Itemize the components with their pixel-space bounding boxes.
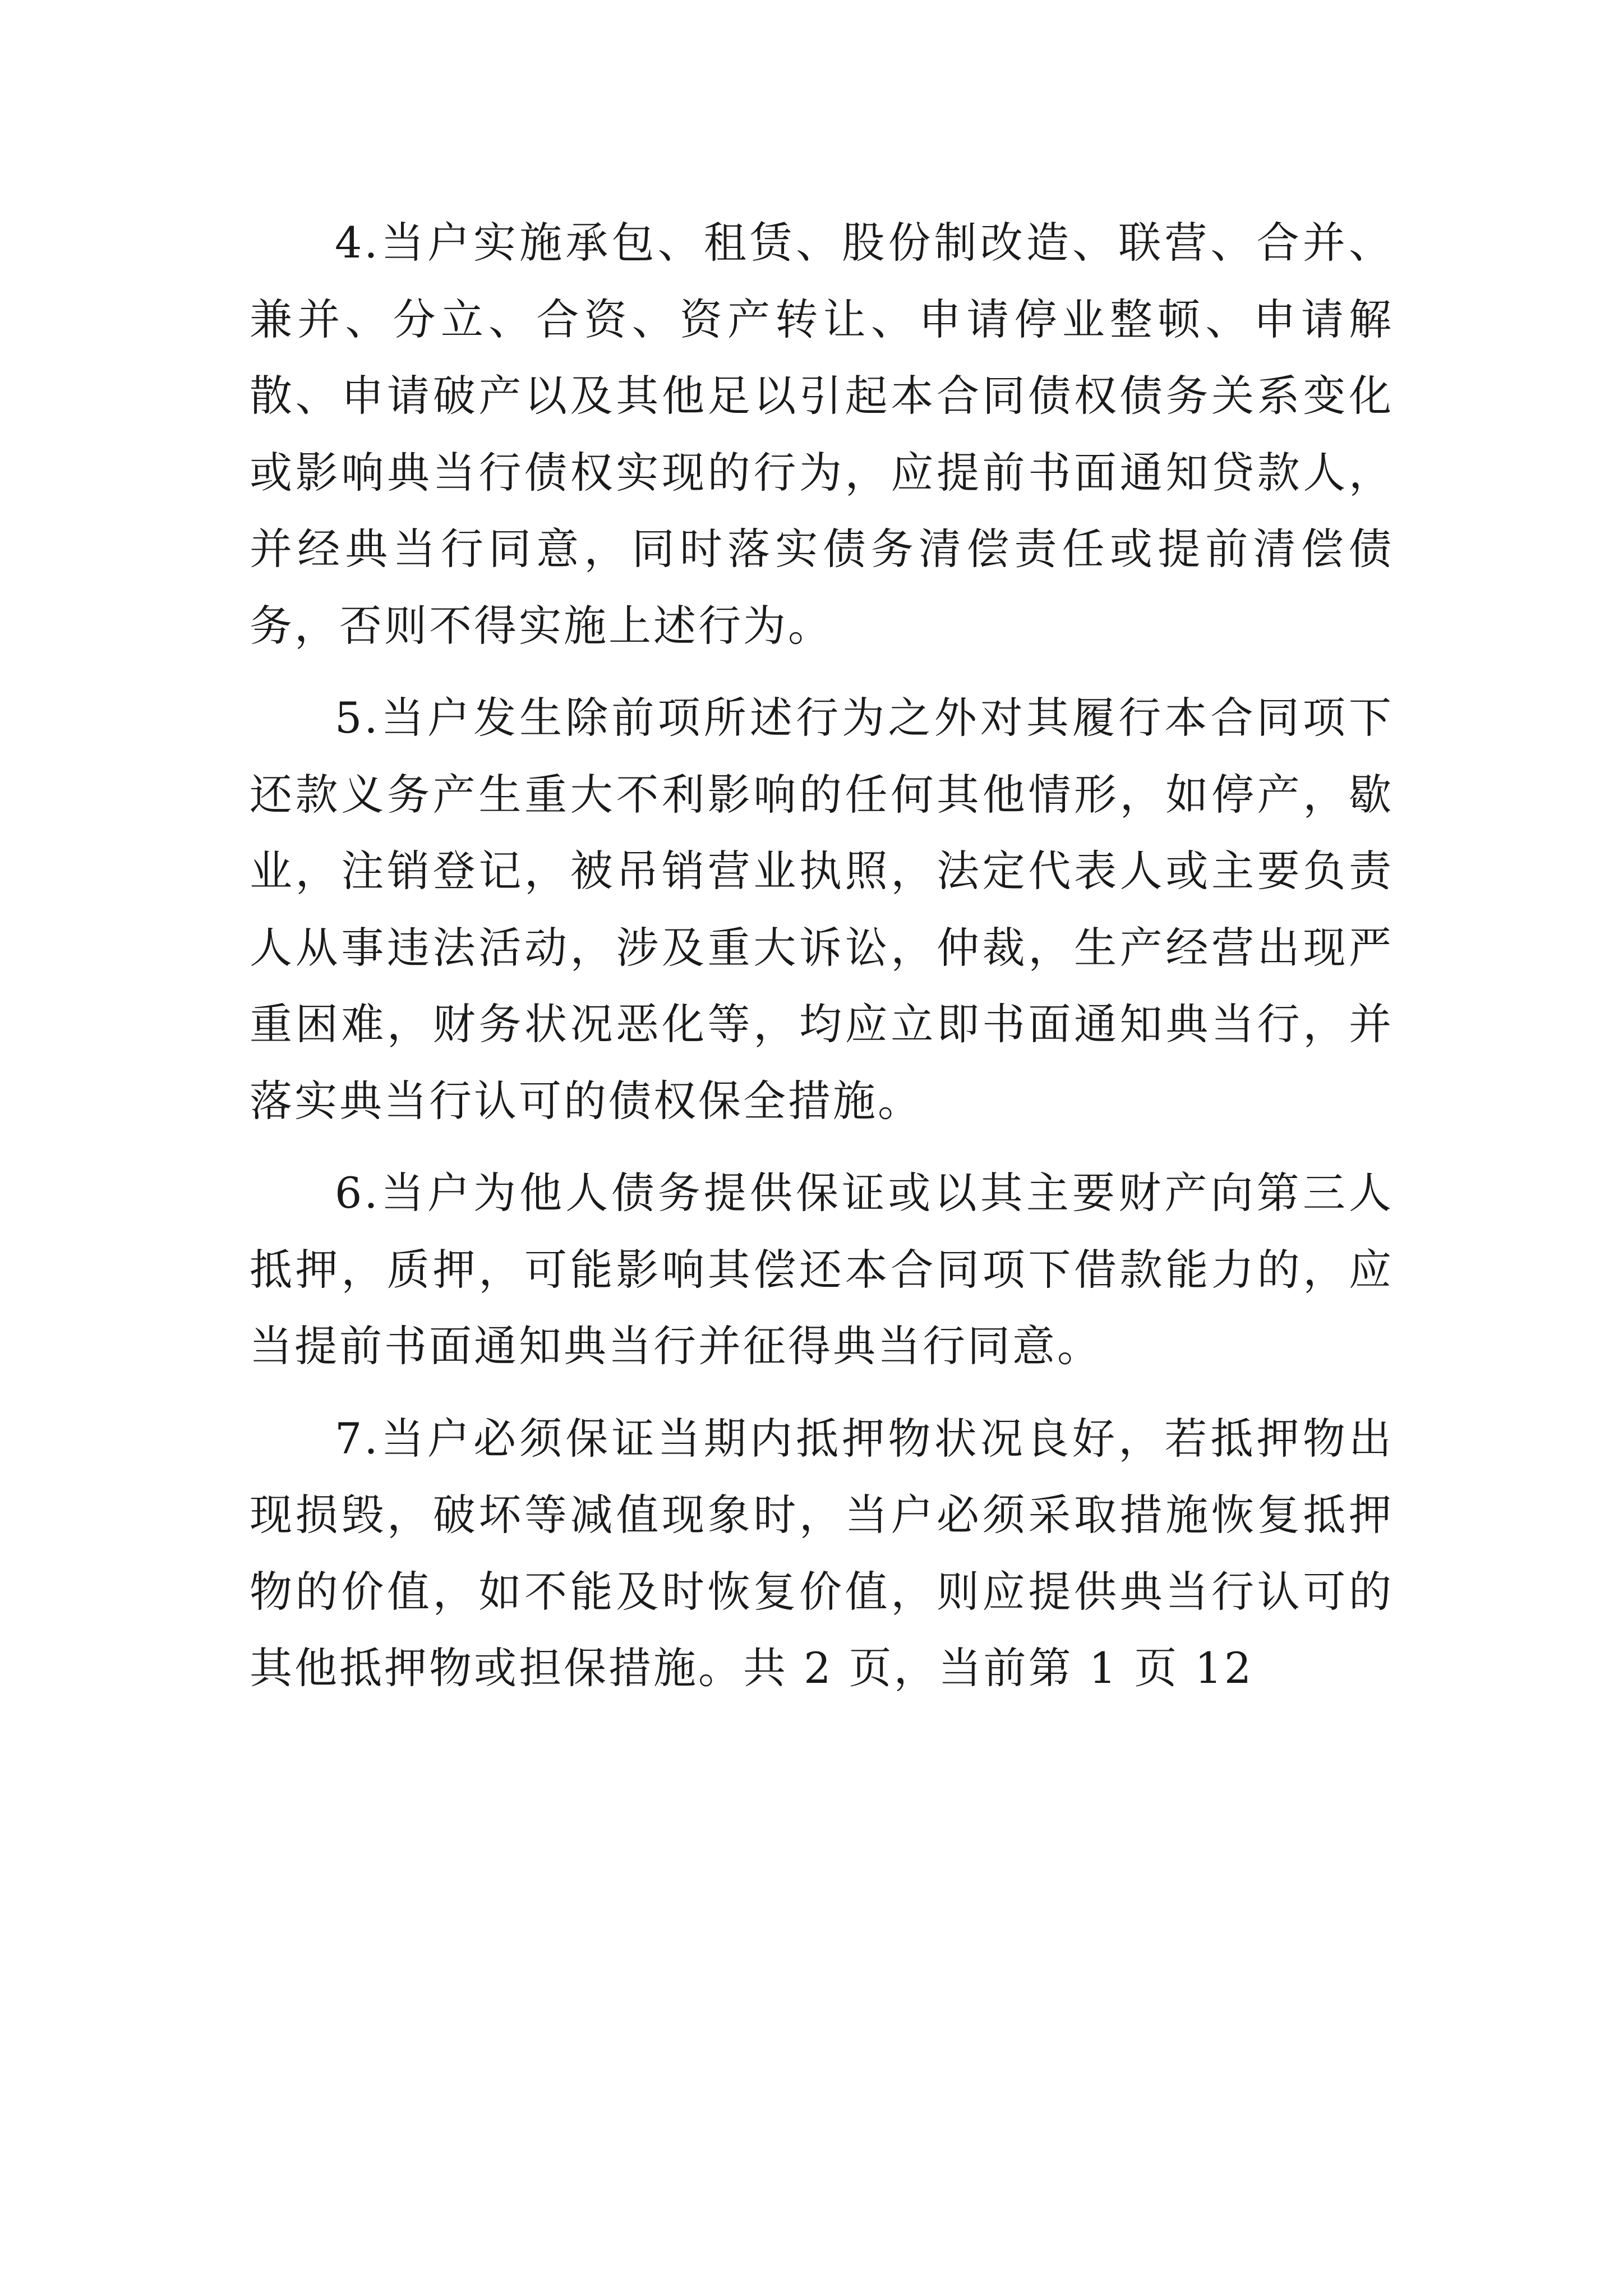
paragraph-clause-5: 5.当户发生除前项所述行为之外对其履行本合同项下还款义务产生重大不利影响的任何其他情形，如停产，歇业，注销登记，被吊销营业执照，法定代表人或主要负责人从事违法活动，涉及重大诉讼，仲裁，生产经营出现严重困难，财务状况恶化等，均应立即书面通知典当行，并落实典当行认可的债权保全措施。	[250, 693, 1394, 1126]
paragraph-clause-7: 7.当户必须保证当期内抵押物状况良好，若抵押物出现损毁，破坏等减值现象时，当户必须采取措施恢复抵押物的价值，如不能及时恢复价值，则应提供典当行认可的其他抵押物或担保措施。共 2 页，当前第 1 页 12	[250, 1413, 1394, 1693]
paragraph-clause-6: 6.当户为他人债务提供保证或以其主要财产向第三人抵押，质押，可能影响其偿还本合同项下借款能力的，应当提前书面通知典当行并征得典当行同意。	[250, 1168, 1394, 1371]
document-body	[250, 205, 1394, 1723]
paragraph-clause-4: 4.当户实施承包、租赁、股份制改造、联营、合并、兼并、分立、合资、资产转让、申请停业整顿、申请解散、申请破产以及其他足以引起本合同债权债务关系变化或影响典当行债权实现的行为，应提前书面通知贷款人，并经典当行同意，同时落实债务清偿责任或提前清偿债务，否则不得实施上述行为。	[250, 218, 1394, 651]
